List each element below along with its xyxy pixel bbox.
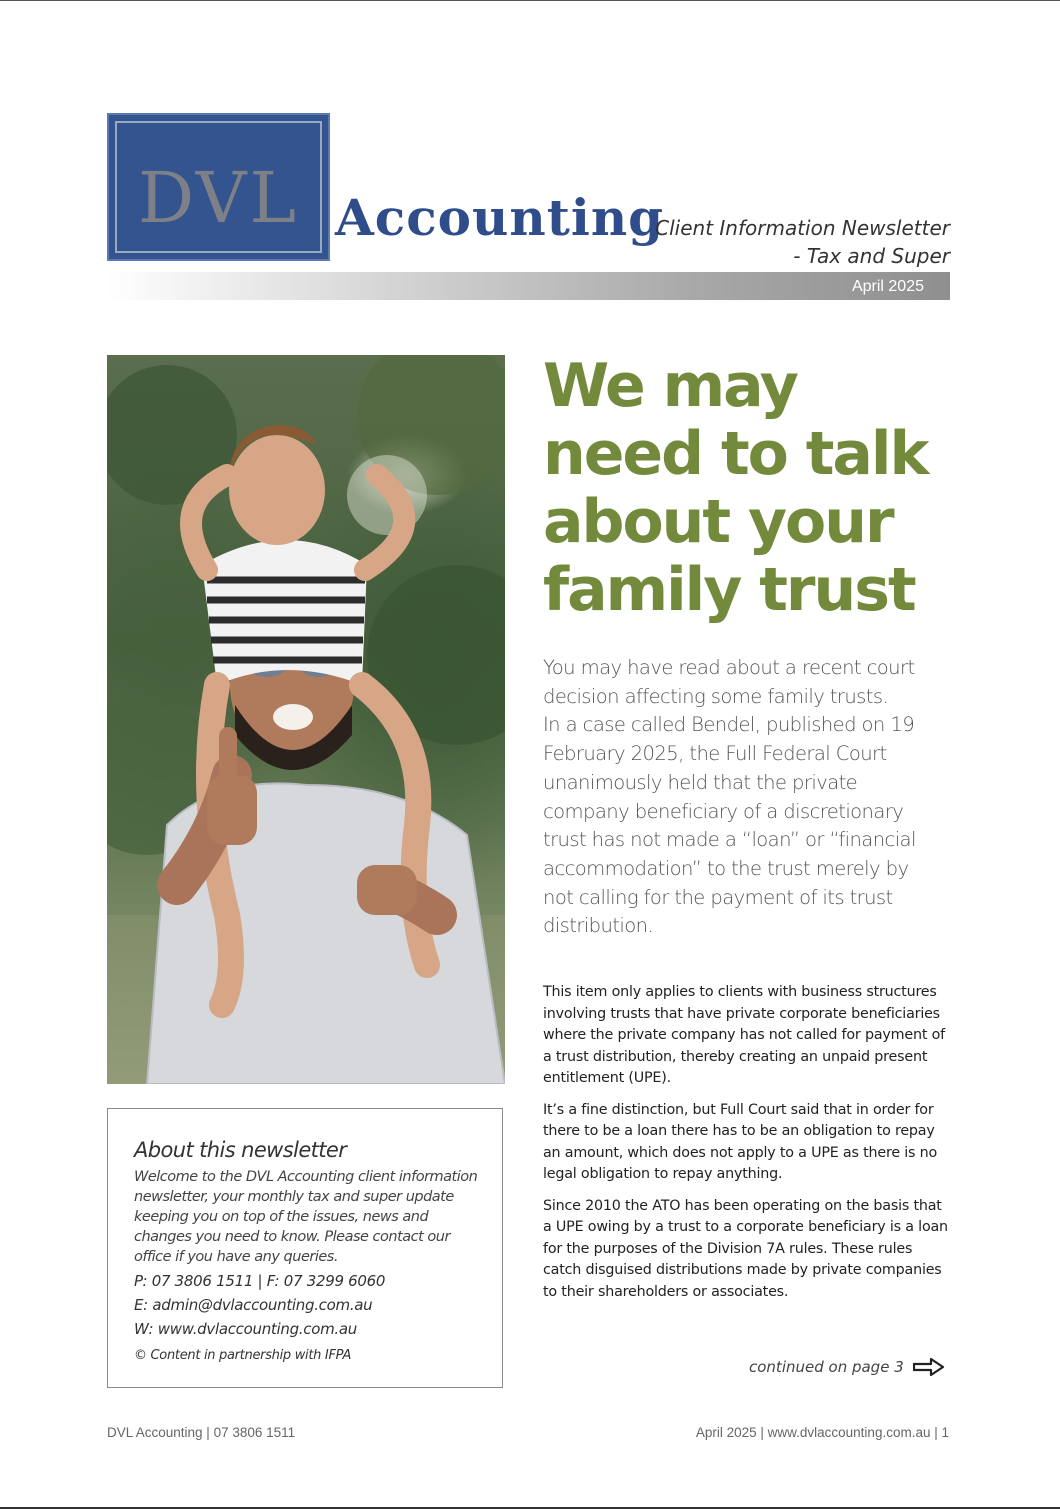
about-newsletter-box	[107, 1108, 503, 1388]
body-paragraph: Since 2010 the ATO has been operating on the basis that a UPE owing by a trust to a corporate beneficiary is a loan for the purposes of the Division 7A rules. These rules catch disguised distributions made by private companies to their shareholders or associates.	[543, 1197, 948, 1300]
about-text: Welcome to the DVL Accounting client information newsletter, your monthly tax and super update keeping you on top of the issues, news and changes you need to know. Please contact our office if you have any queries.	[134, 1169, 478, 1265]
continued-link[interactable]: continued on page 3	[749, 1358, 904, 1376]
logo-mark	[107, 113, 330, 261]
article-lead	[543, 654, 943, 941]
father-child-illustration	[107, 355, 505, 1084]
newsletter-title-line2: - Tax and Super	[793, 244, 950, 268]
top-border	[0, 0, 1060, 1]
body-paragraph: It’s a fine distinction, but Full Court said that in order for there to be a loan there has to be an obligation to repay an amount, which does not apply to a UPE as there is no legal obligation to repay anything.	[543, 1101, 938, 1182]
email-link[interactable]: E: admin@dvlaccounting.com.au	[134, 1296, 373, 1314]
copyright-note: © Content in partnership with IFPA	[134, 1348, 352, 1363]
phone-fax-line: P: 07 3806 1511 | F: 07 3299 6060	[134, 1272, 386, 1290]
article-body	[543, 982, 948, 1313]
hero-photo	[107, 355, 505, 1084]
issue-date: April 2025	[851, 278, 924, 295]
bottom-border	[0, 1507, 1060, 1509]
website-link[interactable]: W: www.dvlaccounting.com.au	[134, 1320, 357, 1338]
logo-wordmark: Accounting	[335, 188, 665, 247]
newsletter-title-line1: Client Information Newsletter	[655, 216, 950, 240]
arrow-right-icon[interactable]	[913, 1357, 945, 1377]
footer-left: DVL Accounting | 07 3806 1511	[107, 1425, 296, 1440]
logo-mark-text: DVL	[138, 157, 299, 239]
header-gradient-bar	[107, 272, 950, 300]
footer-right: April 2025 | www.dvlaccounting.com.au | 1	[695, 1425, 949, 1440]
lead-paragraph: In a case called Bendel, published on 19 February 2025, the Full Federal Court unanimously held that the private company beneficiary of a discretionary trust has not made a “loan” or “financial accommodation” to the trust merely by not calling for the payment of its trust distribution.	[543, 713, 916, 938]
newsletter-title	[655, 214, 950, 270]
about-title: About this newsletter	[134, 1138, 347, 1162]
lead-paragraph: You may have read about a recent court decision affecting some family trusts.	[543, 656, 915, 708]
body-paragraph: This item only applies to clients with business structures involving trusts that have private corporate beneficiaries where the private company has not called for payment of a trust distribution, thereby creating an unpaid present entitlement (UPE).	[543, 984, 945, 1086]
article-headline: We may need to talk about your family trust	[543, 351, 928, 625]
